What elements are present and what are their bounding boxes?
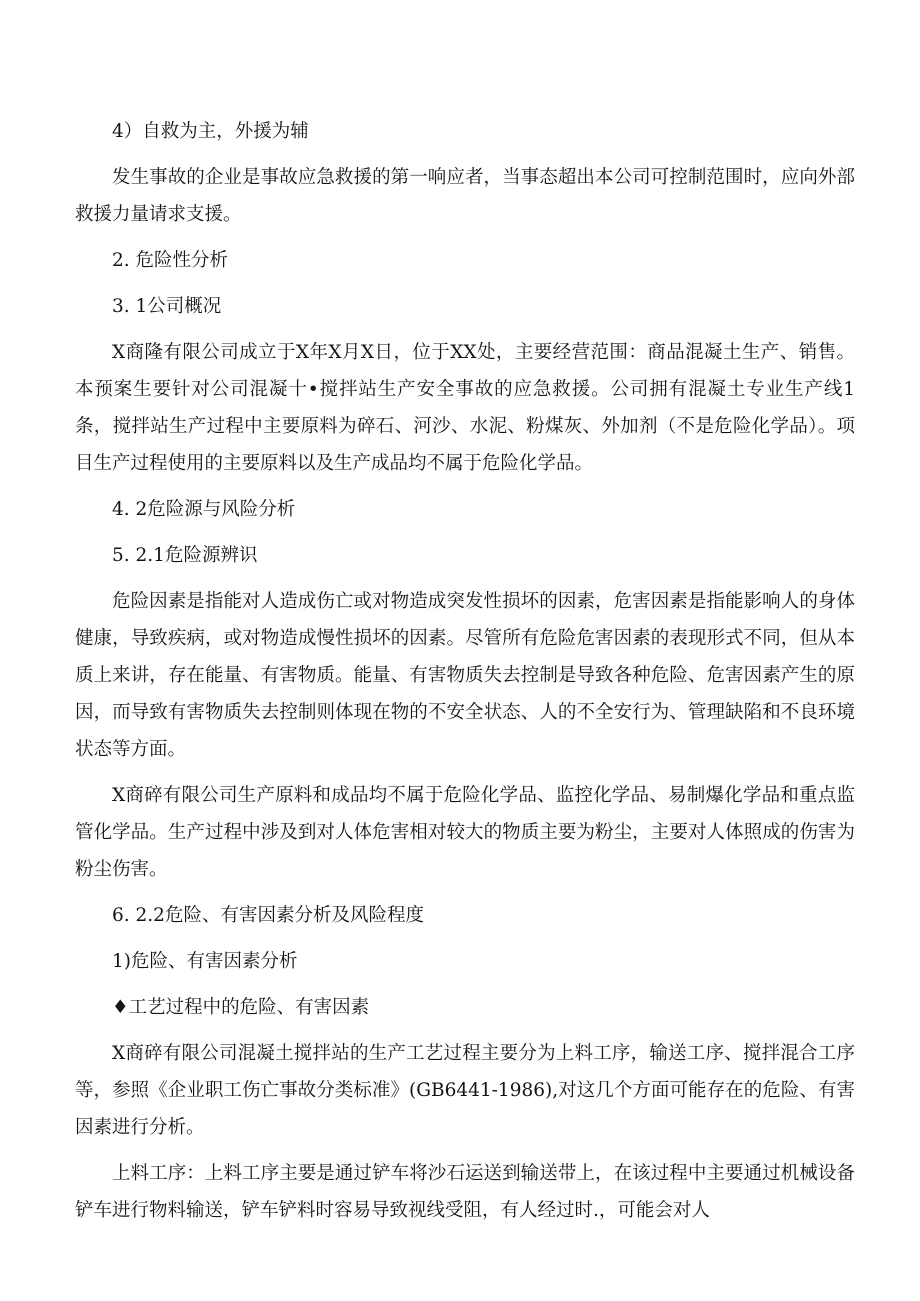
section-heading: 6. 2.2危险、有害因素分析及风险程度 [112, 905, 424, 926]
paragraph: X商碎有限公司混凝土搅拌站的生产工艺过程主要分为上料工序，输送工序、搅拌混合工序等，参照《企业职工伤亡事故分类标准》(GB6441-1986),对这几个方面可能存在的危险、有害因素进行分析。 [75, 1043, 855, 1138]
section-heading: 5. 2.1危险源辨识 [112, 545, 258, 566]
section-heading: 4. 2危险源与风险分析 [112, 499, 296, 520]
subsection-heading: 1)危险、有害因素分析 [112, 951, 298, 972]
paragraph: X商碎有限公司生产原料和成品均不属于危险化学品、监控化学品、易制爆化学品和重点监管化学品。生产过程中涉及到对人体危害相对较大的物质主要为粉尘，主要对人体照成的伤害为粉尘伤害。 [75, 785, 855, 880]
paragraph: 上料工序：上料工序主要是通过铲车将沙石运送到输送带上，在该过程中主要通过机械设备铲车进行物料输送，铲车铲料时容易导致视线受阻，有人经过时.，可能会对人 [75, 1163, 855, 1221]
section-heading: 2. 危险性分析 [112, 250, 229, 271]
list-item-heading: 4）自救为主，外援为辅 [112, 121, 309, 142]
bullet-heading: ♦工艺过程中的危险、有害因素 [112, 997, 370, 1018]
paragraph: 危险因素是指能对人造成伤亡或对物造成突发性损坏的因素，危害因素是指能影响人的身体健康，导致疾病，或对物造成慢性损坏的因素。尽管所有危险危害因素的表现形式不同，但从本质上来讲，存在能量、有害物质。能量、有害物质失去控制是导致各种危险、危害因素产生的原因，而导致有害物质失去控制则体现在物的不安全状态、人的不全安行为、管理缺陷和不良环境状态等方面。 [75, 591, 855, 760]
paragraph: 发生事故的企业是事故应急救援的第一响应者，当事态超出本公司可控制范围时，应向外部救援力量请求支援。 [75, 167, 855, 225]
section-heading: 3. 1公司概况 [112, 296, 222, 317]
paragraph: X商隆有限公司成立于X年X月X日，位于XX处，主要经营范围：商品混凝土生产、销售。本预案生要针对公司混凝十•搅拌站生产安全事故的应急救援。公司拥有混凝土专业生产线1条，搅拌站生产过程中主要原料为碎石、河沙、水泥、粉煤灰、外加剂（不是危险化学品）。项目生产过程使用的主要原料以及生产成品均不属于危险化学品。 [75, 342, 855, 474]
document-body [75, 113, 855, 1238]
